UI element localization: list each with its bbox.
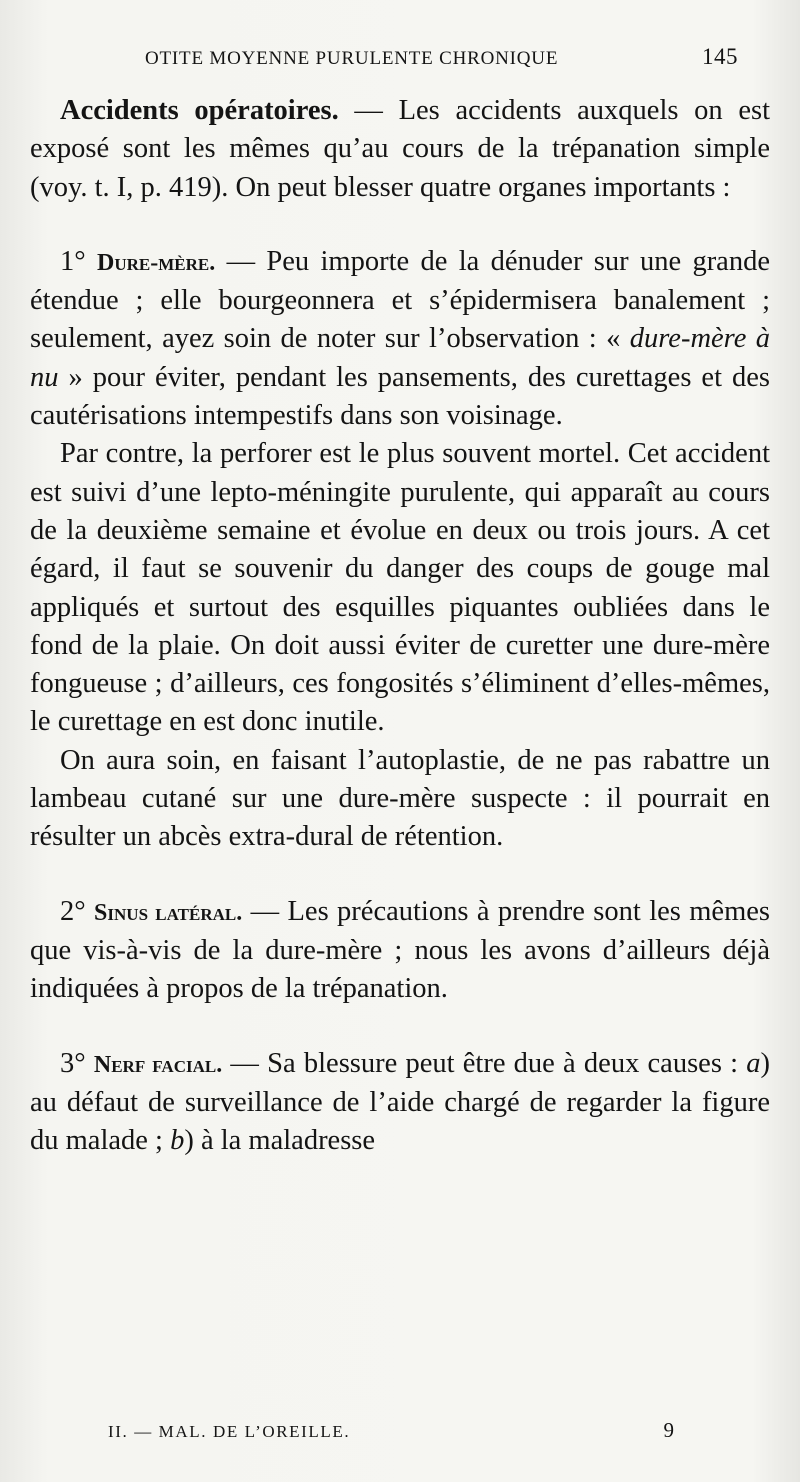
italic-letter-a: a [746,1047,761,1079]
page-number: 145 [702,44,738,69]
paragraph-sinus-lateral [30,893,770,1009]
italic-phrase: dure-mère à nu [30,323,770,393]
em-dash: — [222,1047,268,1079]
paragraph-text: Par contre, la perforer est le plus souvent mortel. Cet accident est suivi d’une lepto-méningite purulente, qui apparaît au cours de la deuxième semaine et évolue en deux ou trois jours. A cet égard, il faut se souvenir du danger des coups de gouge mal appliqués et surtout des esquilles piquantes oubliées dans le fond de la plaie. On doit aussi éviter de curetter une dure-mère fongueuse ; d’ailleurs, ces fongosités s’éliminent d’elles-mêmes, le curettage en est donc inutile. [30,438,770,738]
item-heading-nerf-facial: Nerf facial. [93,1051,223,1078]
paragraph-accidents-operatoires [30,92,770,207]
em-dash: — [215,245,267,277]
paragraph-text: ) à la maladresse [184,1125,376,1157]
paragraph-autoplastie [30,742,770,857]
item-number: 1° [60,245,97,277]
paragraph-nerf-facial [30,1045,770,1161]
paragraph-text: ) au défaut de surveillance de l’aide chargé de regarder la figure du malade ; [30,1047,771,1157]
em-dash: — [242,895,288,927]
item-heading-dure-mere: Dure-mère. [97,249,216,276]
signature-footer [108,1418,674,1443]
paragraph-dure-mere [30,243,770,435]
running-header [145,44,738,70]
paragraph-text: Peu importe de la dénuder sur une grande étendue ; elle bourgeonnera et s’épidermisera banalement ; seulement, ayez soin de noter sur l’observation : « [30,245,770,355]
italic-letter-b: b [170,1125,185,1157]
paragraph-text: Sa blessure peut être due à deux causes : [267,1047,747,1079]
paragraph-text: Les accidents auxquels on est exposé sont les mêmes qu’au cours de la trépanation simple (voy. t. I, p. 419). On peut blesser quatre organes importants : [30,95,770,203]
item-heading-sinus-lateral: Sinus latéral. [94,899,243,926]
em-dash: — [338,95,399,126]
section-heading-accidents: Accidents opératoires. [60,95,339,126]
paragraph-par-contre [30,435,770,741]
running-title: OTITE MOYENNE PURULENTE CHRONIQUE [145,48,559,69]
body-text [30,92,770,1160]
paragraph-text: » pour éviter, pendant les pansements, des curettages et des cautérisations intempestifs dans son voisinage. [30,361,770,432]
item-number: 2° [60,895,95,927]
signature-mark: II. — MAL. DE L’OREILLE. [108,1422,351,1441]
item-number: 3° [60,1047,94,1079]
signature-number: 9 [663,1418,674,1442]
paragraph-text: Les précautions à prendre sont les mêmes que vis-à-vis de la dure-mère ; nous les avons d’ailleurs déjà indiquées à propos de la trépanation. [30,895,770,1005]
paragraph-text: On aura soin, en faisant l’autoplastie, de ne pas rabattre un lambeau cutané sur une dure-mère suspecte : il pourrait en résulter un abcès extra-dural de rétention. [30,744,770,853]
